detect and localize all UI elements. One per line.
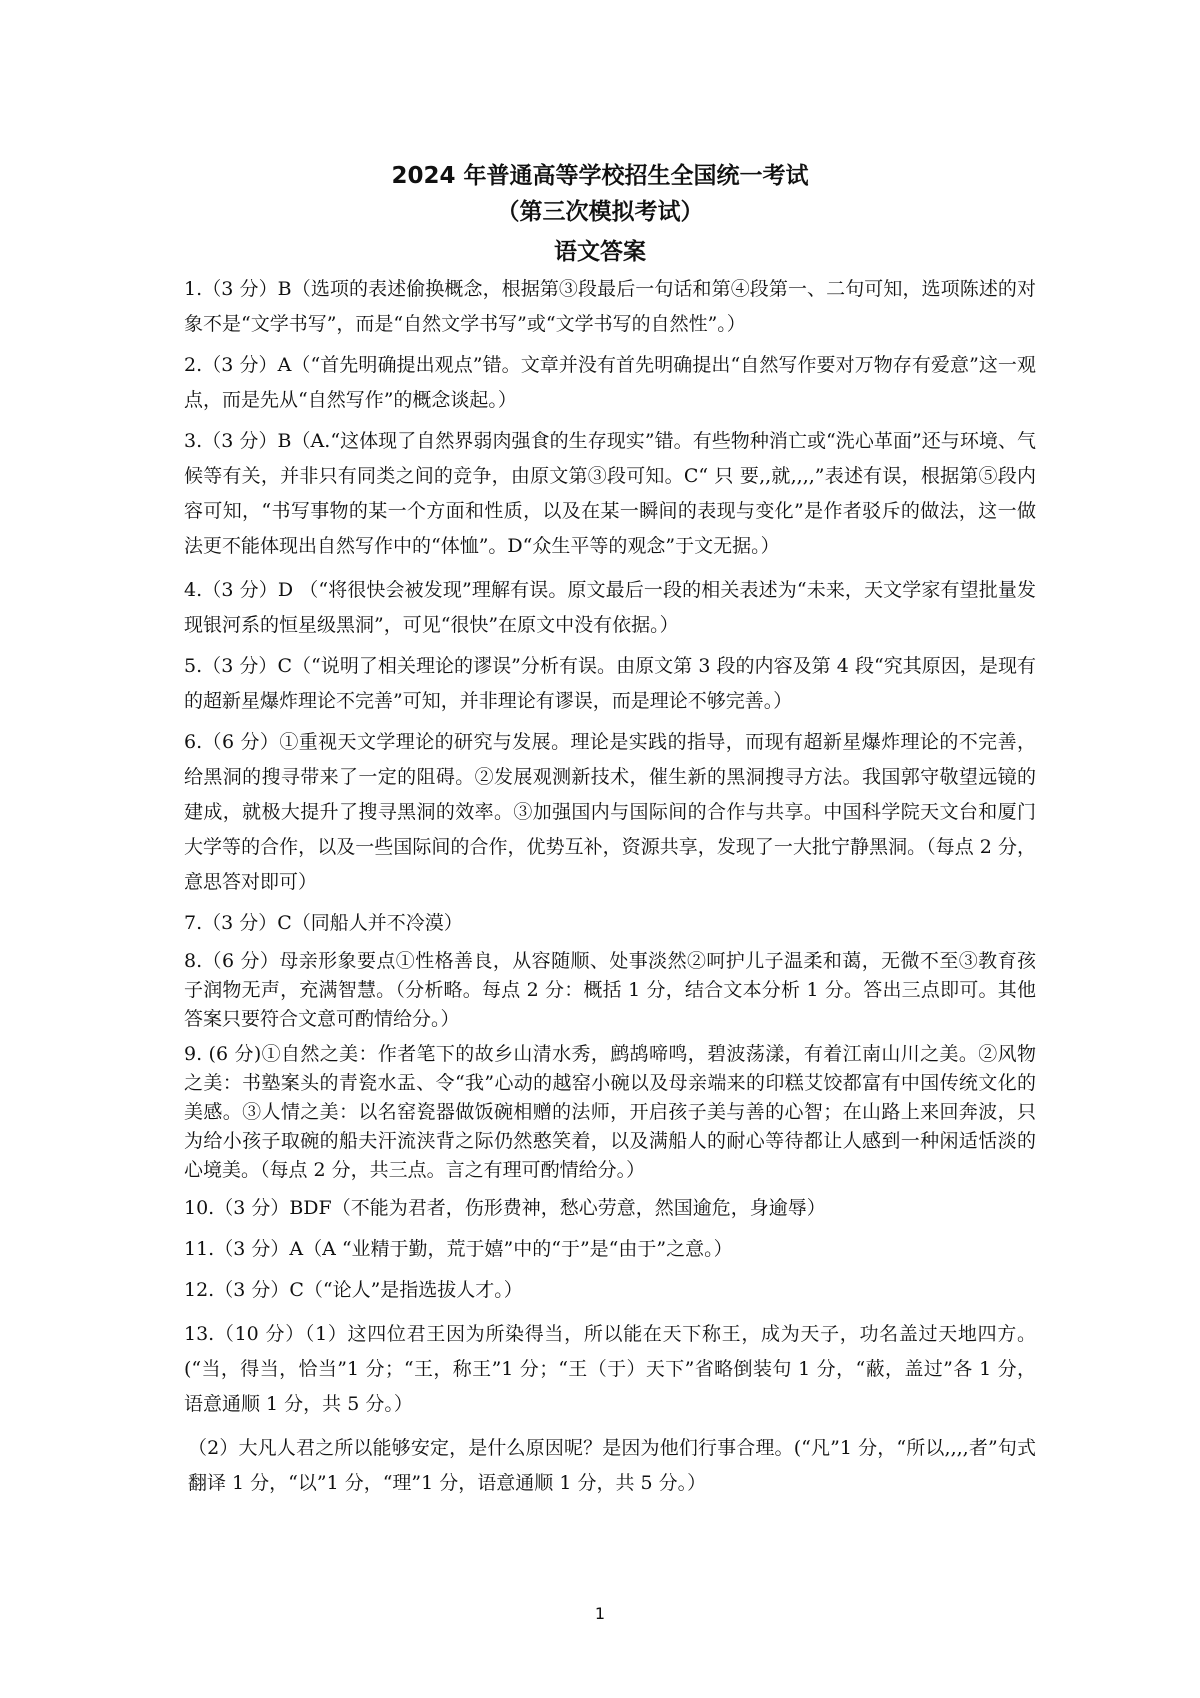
answer-item-11: 11.（3 分）A（A “业精于勤，荒于嬉”中的“于”是“由于”之意。） <box>184 1238 733 1260</box>
answer-item-2: 2.（3 分）A（“首先明确提出观点”错。文章并没有首先明确提出“自然写作要对万物存有爱意”这一观点，而是先从“自然写作”的概念谈起。） <box>184 354 1036 411</box>
answer-item-13-1: 13.（10 分）（1）这四位君王因为所染得当，所以能在天下称王，成为天子，功名盖过天地四方。(“当，得当，恰当”1 分；“王，称王”1 分；“王（于）天下”省略倒装句 1 分，“蔽，盖过”各 1 分，语意通顺 1 分，共 5 分。） <box>184 1323 1036 1415</box>
answer-item-5: 5.（3 分）C（“说明了相关理论的谬误”分析有误。由原文第 3 段的内容及第 4 段“究其原因，是现有的超新星爆炸理论不完善”可知，并非理论有谬误，而是理论不够完善。） <box>184 655 1036 712</box>
answer-list <box>184 272 1036 1501</box>
page-number: 1 <box>594 1604 606 1623</box>
answer-item-4: 4.（3 分）D （“将很快会被发现”理解有误。原文最后一段的相关表述为“未来，天文学家有望批量发现银河系的恒星级黑洞”，可见“很快”在原文中没有依据。） <box>184 579 1036 636</box>
answer-item-9: 9. (6 分)①自然之美：作者笔下的故乡山清水秀，鹧鸪啼鸣，碧波荡漾，有着江南山川之美。②风物之美：书塾案头的青瓷水盂、令“我”心动的越窑小碗以及母亲端来的印糕艾饺都富有中国传统文化的美感。③人情之美：以名窑瓷器做饭碗相赠的法师，开启孩子美与善的心智；在山路上来回奔波，只为给小孩子取碗的船夫汗流浃背之际仍然憨笑着，以及满船人的耐心等待都让人感到一种闲适恬淡的心境美。（每点 2 分，共三点。言之有理可酌情给分。） <box>184 1043 1036 1181</box>
exam-subtitle: （第三次模拟考试） <box>496 199 704 225</box>
answer-item-7: 7.（3 分）C（同船人并不冷漠） <box>184 912 463 934</box>
answer-item-13-2: （2）大凡人君之所以能够安定，是什么原因呢？是因为他们行事合理。(“凡”1 分，“所以,,,,者”句式翻译 1 分，“以”1 分，“理”1 分，语意通顺 1 分，共 5 分。） <box>188 1437 1036 1494</box>
answer-item-3: 3.（3 分）B（A.“这体现了自然界弱肉强食的生存现实”错。有些物种消亡或“洗心革面”还与环境、气候等有关，并非只有同类之间的竞争，由原文第③段可知。C“ 只 要,,就,,,,”表述有误，根据第⑤段内容可知，“书写事物的某一个方面和性质，以及在某一瞬间的表现与变化”是作者驳斥的做法，这一做法更不能体现出自然写作中的“体恤”。D“众生平等的观念”于文无据。） <box>184 430 1036 557</box>
answer-item-12: 12.（3 分）C（“论人”是指选拔人才。） <box>184 1279 523 1301</box>
answer-item-10: 10.（3 分）BDF（不能为君者，伤形费神，愁心劳意，然国逾危，身逾辱） <box>184 1197 826 1219</box>
answer-item-6: 6.（6 分）①重视天文学理论的研究与发展。理论是实践的指导，而现有超新星爆炸理论的不完善，给黑洞的搜寻带来了一定的阻碍。②发展观测新技术，催生新的黑洞搜寻方法。我国郭守敬望远镜的建成，就极大提升了搜寻黑洞的效率。③加强国内与国际间的合作与共享。中国科学院天文台和厦门大学等的合作，以及一些国际间的合作，优势互补，资源共享，发现了一大批宁静黑洞。（每点 2 分，意思答对即可） <box>184 731 1036 893</box>
exam-title: 2024 年普通高等学校招生全国统一考试 <box>391 163 809 189</box>
answer-item-1: 1.（3 分）B（选项的表述偷换概念，根据第③段最后一句话和第④段第一、二句可知，选项陈述的对象不是“文学书写”，而是“自然文学书写”或“文学书写的自然性”。） <box>184 278 1036 335</box>
section-title: 语文答案 <box>554 239 646 265</box>
answer-item-8: 8.（6 分）母亲形象要点①性格善良，从容随顺、处事淡然②呵护儿子温柔和蔼，无微不至③教育孩子润物无声，充满智慧。（分析略。每点 2 分：概括 1 分，结合文本分析 1 分。答出三点即可。其他答案只要符合文意可酌情给分。） <box>184 950 1036 1030</box>
